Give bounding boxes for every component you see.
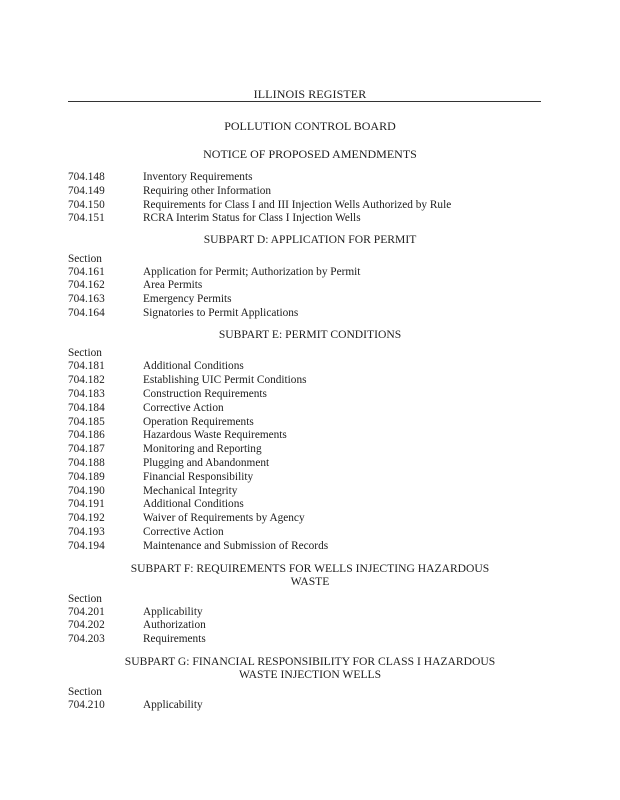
section-number: 704.162 [68, 279, 105, 292]
section-label: Section [68, 252, 102, 265]
subpart-f-heading-line2: WASTE [290, 575, 330, 589]
toc-row [68, 606, 548, 620]
section-number: 704.190 [68, 484, 105, 497]
register-title: ILLINOIS REGISTER [253, 87, 367, 101]
section-number: 704.193 [68, 525, 105, 538]
section-title: Establishing UIC Permit Conditions [143, 374, 307, 387]
section-number: 704.203 [68, 633, 105, 646]
section-number: 704.164 [68, 307, 105, 320]
subpart-g-sections [68, 699, 548, 713]
toc-row [68, 485, 548, 499]
section-number: 704.151 [68, 212, 105, 225]
section-number: 704.182 [68, 374, 105, 387]
section-number: 704.184 [68, 401, 105, 414]
section-number: 704.191 [68, 498, 105, 511]
toc-row [68, 540, 548, 554]
section-number: 704.192 [68, 512, 105, 525]
section-title: Requiring other Information [143, 184, 272, 197]
section-title: Corrective Action [143, 525, 224, 538]
section-title: Signatories to Permit Applications [143, 307, 299, 320]
toc-row [68, 416, 548, 430]
section-title: Application for Permit; Authorization by Permit [143, 265, 361, 278]
subpart-g-heading-line1: SUBPART G: FINANCIAL RESPONSIBILITY FOR CLASS I HAZARDOUS [124, 654, 496, 668]
section-number: 704.150 [68, 198, 105, 211]
toc-row [68, 443, 548, 457]
toc-row [68, 171, 548, 185]
subpart-f-heading [0, 562, 620, 589]
subpart-e-sections [68, 360, 548, 553]
toc-row [68, 619, 548, 633]
section-title: Emergency Permits [143, 293, 232, 306]
toc-row [68, 388, 548, 402]
section-title: Additional Conditions [143, 360, 244, 373]
toc-row [68, 699, 548, 713]
section-title: Applicability [143, 698, 203, 711]
toc-row [68, 526, 548, 540]
toc-row [68, 199, 548, 213]
subpart-d-heading: SUBPART D: APPLICATION FOR PERMIT [203, 233, 417, 247]
toc-row [68, 457, 548, 471]
section-title: Authorization [143, 619, 206, 632]
section-title: Operation Requirements [143, 415, 254, 428]
section-title: Additional Conditions [143, 498, 244, 511]
section-number: 704.210 [68, 698, 105, 711]
section-label: Section [68, 685, 102, 698]
toc-row [68, 374, 548, 388]
section-title: Area Permits [143, 279, 203, 292]
section-label: Section [68, 592, 102, 605]
section-title: Applicability [143, 605, 203, 618]
section-title: Requirements [143, 633, 206, 646]
toc-row [68, 360, 548, 374]
section-title: Maintenance and Submission of Records [143, 539, 329, 552]
subpart-f-heading-line1: SUBPART F: REQUIREMENTS FOR WELLS INJECTING HAZARDOUS [130, 561, 490, 575]
subpart-g-heading [0, 655, 620, 682]
table-of-contents [68, 171, 548, 713]
toc-row [68, 498, 548, 512]
section-title: Waiver of Requirements by Agency [143, 512, 305, 525]
section-title: Mechanical Integrity [143, 484, 238, 497]
section-number: 704.194 [68, 539, 105, 552]
toc-row [68, 471, 548, 485]
section-number: 704.183 [68, 387, 105, 400]
toc-row [68, 307, 548, 321]
toc-row [68, 279, 548, 293]
section-label: Section [68, 347, 102, 360]
section-title: RCRA Interim Status for Class I Injection Wells [143, 212, 361, 225]
section-number: 704.148 [68, 171, 105, 183]
section-number: 704.202 [68, 619, 105, 632]
toc-row [68, 185, 548, 199]
toc-row [68, 402, 548, 416]
toc-row [68, 293, 548, 307]
section-number: 704.188 [68, 456, 105, 469]
subpart-g-heading-line2: WASTE INJECTION WELLS [238, 668, 382, 682]
section-number: 704.163 [68, 293, 105, 306]
toc-row [68, 212, 548, 226]
subpart-c-sections [68, 171, 548, 226]
section-number: 704.185 [68, 415, 105, 428]
section-number: 704.189 [68, 470, 105, 483]
toc-row [68, 512, 548, 526]
section-title: Plugging and Abandonment [143, 456, 270, 469]
section-title: Inventory Requirements [143, 171, 253, 183]
notice-title: NOTICE OF PROPOSED AMENDMENTS [203, 147, 417, 161]
section-title: Corrective Action [143, 401, 224, 414]
section-number: 704.181 [68, 360, 105, 373]
section-title: Monitoring and Reporting [143, 443, 262, 456]
section-title: Financial Responsibility [143, 470, 254, 483]
toc-row [68, 429, 548, 443]
section-number: 704.201 [68, 605, 105, 618]
section-number: 704.161 [68, 265, 105, 278]
header-rule [68, 101, 541, 102]
section-title: Hazardous Waste Requirements [143, 429, 287, 442]
toc-row [68, 266, 548, 280]
section-title: Construction Requirements [143, 387, 267, 400]
toc-row [68, 633, 548, 647]
section-title: Requirements for Class I and III Injection Wells Authorized by Rule [143, 198, 452, 211]
subpart-d-sections [68, 266, 548, 321]
agency-name: POLLUTION CONTROL BOARD [224, 119, 396, 133]
section-number: 704.186 [68, 429, 105, 442]
subpart-f-sections [68, 606, 548, 647]
section-number: 704.149 [68, 184, 105, 197]
subpart-e-heading: SUBPART E: PERMIT CONDITIONS [218, 327, 402, 341]
section-number: 704.187 [68, 443, 105, 456]
